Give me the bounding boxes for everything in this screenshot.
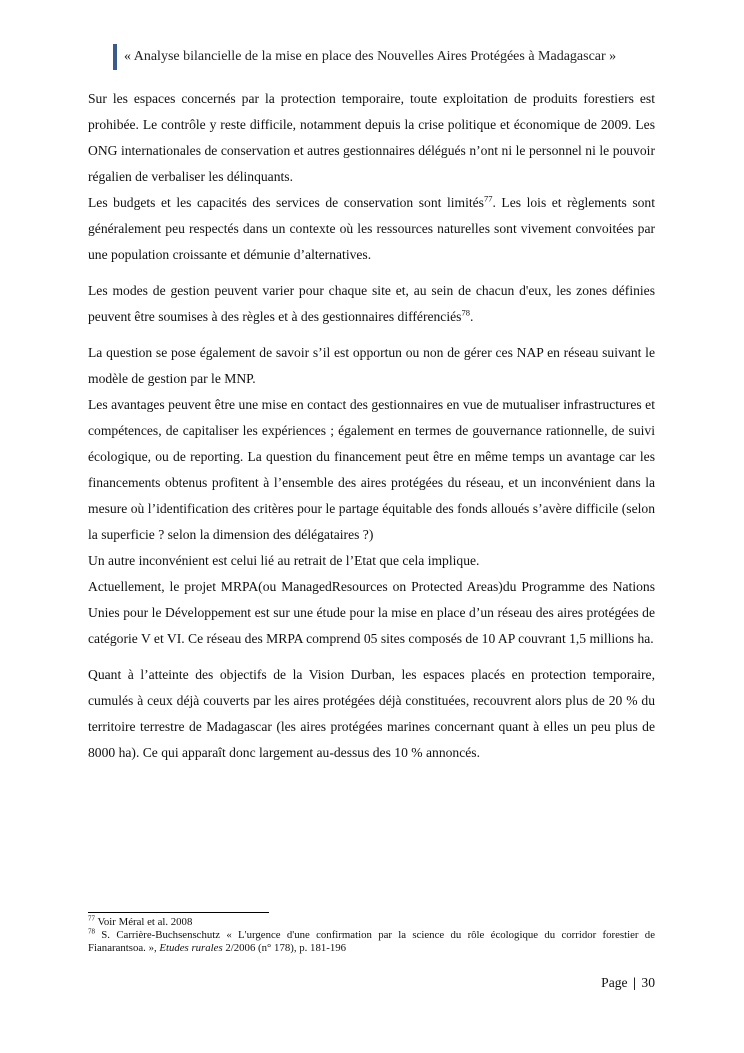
footnote-78-journal: Etudes rurales (159, 942, 223, 954)
paragraph-4: La question se pose également de savoir s’il est opportun ou non de gérer ces NAP en réseau suivant le modèle de gestion par le MNP. (88, 345, 655, 386)
footnote-78 (88, 929, 655, 955)
footnote-78-text-b: 2/2006 (n° 178), p. 181-196 (222, 942, 347, 954)
footnote-number-78: 78 (88, 927, 95, 936)
main-text (88, 86, 655, 766)
page-label: Page (601, 975, 628, 990)
header-title: « Analyse bilancielle de la mise en place des Nouvelles Aires Protégées à Madagascar » (124, 49, 617, 64)
paragraph-2-text-a: Les budgets et les capacités des services de conservation sont limités (88, 195, 484, 210)
footnote-divider (88, 912, 269, 913)
page-number (601, 973, 655, 993)
running-header (113, 44, 616, 70)
footnote-number-77: 77 (88, 914, 95, 923)
page-separator: | (633, 975, 636, 990)
page-number-value: 30 (641, 975, 655, 990)
paragraph-7: Actuellement, le projet MRPA(ou ManagedResources on Protected Areas)du Programme des Nations Unies pour le Développement est sur une étude pour la mise en place d’un réseau des aires protégées de catégorie V et VI. Ce réseau des MRPA comprend 05 sites composés de 10 AP couvrant 1,5 millions ha. (88, 579, 655, 646)
footnote-77-text: Voir Méral et al. 2008 (95, 916, 193, 928)
paragraph-5: Les avantages peuvent être une mise en contact des gestionnaires en vue de mutualiser infrastructures et compétences, de capitaliser les expériences ; également en termes de gouvernance rationnelle, de suivi écologique, ou de reporting. La question du financement peut être en même temps un avantage car les financements obtenus profitent à l’ensemble des aires protégées du réseau, et un inconvénient dans la mesure où l’identification des critères pour le partage équitable des fonds alloués s’avère difficile (selon la superficie ? selon la dimension des délégataires ?) (88, 397, 655, 542)
paragraph-8: Quant à l’atteinte des objectifs de la Vision Durban, les espaces placés en protection temporaire, cumulés à ceux déjà couverts par les aires protégées déjà constituées, recouvrent alors plus de 20 % du territoire terrestre de Madagascar (les aires protégées marines concernant quant à elles un peu plus de 8000 ha). Ce qui apparaît donc largement au-dessus des 10 % annoncés. (88, 667, 655, 760)
paragraph-3 (88, 278, 655, 330)
paragraph-2-text-b: . Les lois et règlements sont généralement peu respectés dans un contexte où les ressources naturelles sont vivement convoitées par une population croissante et démunie d’alternatives. (88, 195, 655, 262)
paragraph-1: Sur les espaces concernés par la protection temporaire, toute exploitation de produits forestiers est prohibée. Le contrôle y reste difficile, notamment depuis la crise politique et économique de 2009. Les ONG internationales de conservation et autres gestionnaires délégués n’ont ni le personnel ni le pouvoir régalien de verbaliser les délinquants. (88, 91, 655, 184)
paragraph-2 (88, 190, 655, 268)
footnotes (88, 916, 655, 955)
footnote-78-text-a: S. Carrière-Buchsenschutz « L'urgence d'une confirmation par la science du rôle écologique du corridor forestier de Fianarantsoa. », (88, 929, 655, 954)
footnote-ref-77[interactable]: 77 (483, 193, 493, 204)
footnote-77 (88, 916, 655, 929)
paragraph-6: Un autre inconvénient est celui lié au retrait de l’Etat que cela implique. (88, 553, 480, 568)
paragraph-3-text-b: . (469, 309, 474, 324)
paragraph-3-text-a: Les modes de gestion peuvent varier pour chaque site et, au sein de chacun d'eux, les zones définies peuvent être soumises à des règles et à des gestionnaires différenciés (88, 283, 655, 324)
footnote-ref-78[interactable]: 78 (461, 307, 470, 318)
